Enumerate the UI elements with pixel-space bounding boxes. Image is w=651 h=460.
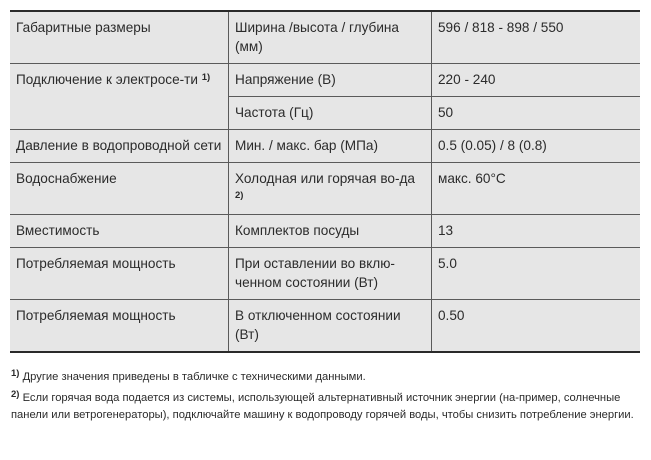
table-row-power-off	[10, 300, 640, 353]
table-row-power-connection	[10, 64, 640, 97]
row-value: 220 - 240	[432, 64, 641, 97]
table-row-water-pressure	[10, 130, 640, 163]
footnote-text: Другие значения приведены в табличке с техническими данными.	[22, 371, 366, 383]
footnote-marker: 2)	[11, 389, 20, 400]
row-label: Вместимость	[10, 215, 229, 248]
footnote-ref: 1)	[201, 72, 211, 83]
row-parameter: Мин. / макс. бар (МПа)	[229, 130, 432, 163]
row-value: 5.0	[432, 248, 641, 300]
row-parameter: Комплектов посуды	[229, 215, 432, 248]
table-row-water-supply	[10, 163, 640, 215]
footnote-text: Если горячая вода подается из системы, использующей альтернативный источник энергии (на-пример, солнечные панели или ветрогенераторы), подключайте машину к водопроводу горячей воды, чтобы снизить потребление энергии.	[11, 392, 634, 421]
table-row-capacity	[10, 215, 640, 248]
row-label: Габаритные размеры	[10, 11, 229, 64]
row-parameter: Ширина /высота / глубина (мм)	[229, 11, 432, 64]
table-row-power-on	[10, 248, 640, 300]
row-label-cell	[10, 64, 229, 130]
row-value: 0.50	[432, 300, 641, 353]
row-value: макс. 60°C	[432, 163, 641, 215]
row-value: 0.5 (0.05) / 8 (0.8)	[432, 130, 641, 163]
row-value: 50	[432, 97, 641, 130]
table-row-dimensions	[10, 11, 640, 64]
row-label: Потребляемая мощность	[10, 248, 229, 300]
footnotes	[11, 369, 639, 428]
row-parameter: Частота (Гц)	[229, 97, 432, 130]
footnote-1	[11, 369, 639, 386]
row-parameter: Напряжение (В)	[229, 64, 432, 97]
row-value: 13	[432, 215, 641, 248]
row-parameter: В отключенном состоянии (Вт)	[229, 300, 432, 353]
row-parameter: Холодная или горячая во-да	[235, 171, 415, 186]
footnote-ref: 2)	[235, 190, 244, 201]
row-label: Водоснабжение	[10, 163, 229, 215]
row-label: Давление в водопроводной сети	[10, 130, 229, 163]
specifications-table	[10, 10, 640, 353]
row-parameter-cell	[229, 163, 432, 215]
footnote-2	[11, 390, 639, 424]
row-label: Потребляемая мощность	[10, 300, 229, 353]
row-label: Подключение к электросе-ти	[16, 72, 198, 87]
row-value: 596 / 818 - 898 / 550	[432, 11, 641, 64]
row-parameter: При оставлении во вклю-ченном состоянии (Вт)	[229, 248, 432, 300]
footnote-marker: 1)	[11, 368, 20, 379]
